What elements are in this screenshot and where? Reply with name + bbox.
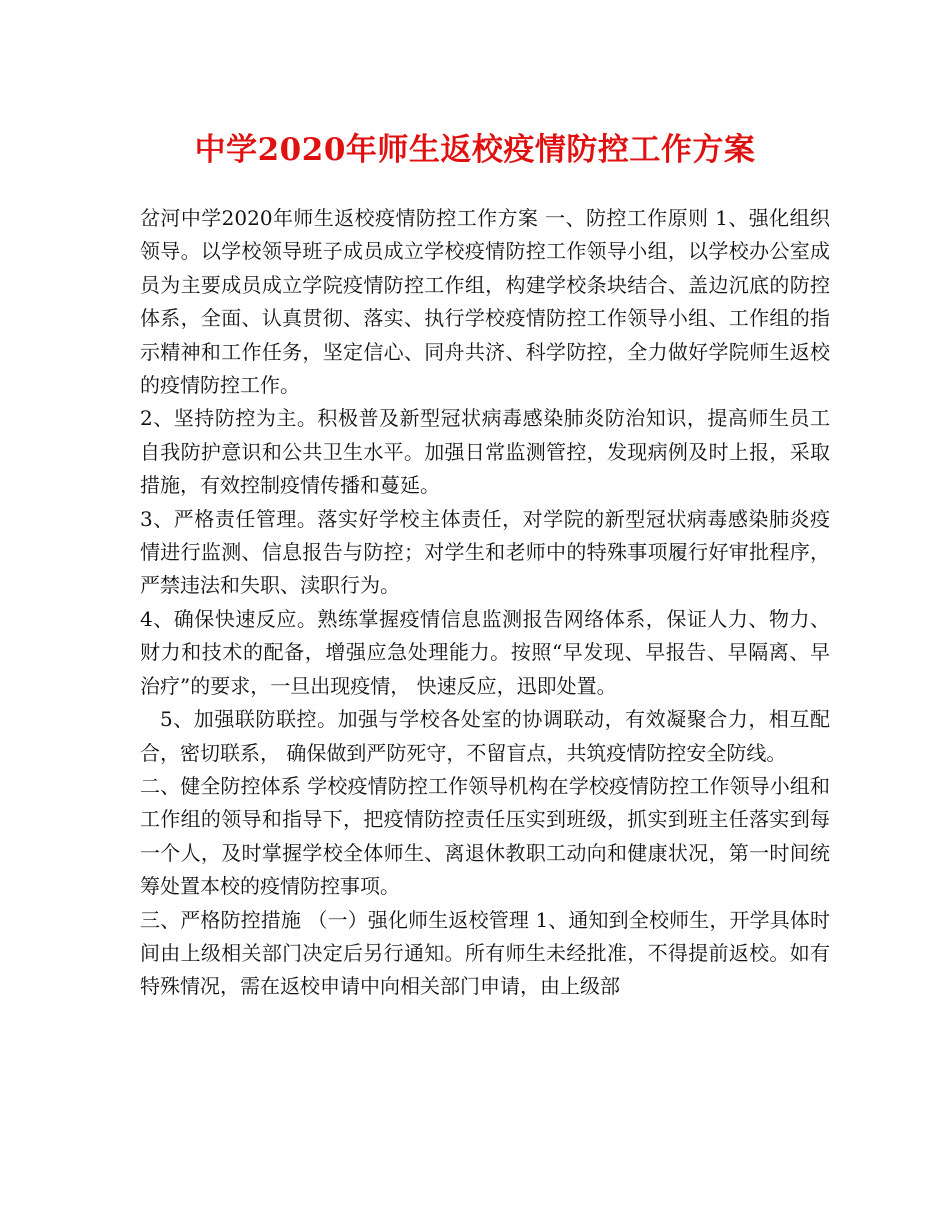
document-body bbox=[140, 202, 830, 1004]
document-title: 中学2020年师生返校疫情防控工作方案 bbox=[194, 132, 756, 168]
paragraph-prevention-measures: 三、严格防控措施 （一）强化师生返校管理 1、通知到全校师生，开学具体时间由上级相关部门决定后另行通知。所有师生未经批准，不得提前返校。如有特殊情况，需在返校申请中向相关部门申请，由上级部 bbox=[140, 907, 830, 999]
paragraph-principles-3: 3、严格责任管理。落实好学校主体责任，对学院的新型冠状病毒感染肺炎疫情进行监测、信息报告与防控；对学生和老师中的特殊事项履行好审批程序，严禁违法和失职、渎职行为。 bbox=[140, 506, 830, 598]
paragraph-principles-4: 4、确保快速反应。熟练掌握疫情信息监测报告网络体系，保证人力、物力、财力和技术的配备，增强应急处理能力。按照“早发现、早报告、早隔离、早治疗”的要求，一旦出现疫情， 快速反应，迅即处置。 bbox=[140, 606, 830, 698]
paragraph-prevention-system: 二、健全防控体系 学校疫情防控工作领导机构在学校疫情防控工作领导小组和工作组的领导和指导下，把疫情防控责任压实到班级，抓实到班主任落实到每一个人，及时掌握学校全体师生、离退休教职工动向和健康状况，第一时间统筹处置本校的疫情防控事项。 bbox=[140, 773, 830, 899]
paragraph-principles-1: 岔河中学2020年师生返校疫情防控工作方案 一、防控工作原则 1、强化组织领导。以学校领导班子成员成立学校疫情防控工作领导小组，以学校办公室成员为主要成员成立学院疫情防控工作组，构建学校条块结合、盖边沉底的防控体系，全面、认真贯彻、落实、执行学校疫情防控工作领导小组、工作组的指示精神和工作任务，坚定信心、同舟共济、科学防控，全力做好学院师生返校的疫情防控工作。 bbox=[140, 206, 830, 398]
paragraph-principles-2: 2、坚持防控为主。积极普及新型冠状病毒感染肺炎防治知识，提高师生员工自我防护意识和公共卫生水平。加强日常监测管控，发现病例及时上报，采取措施，有效控制疫情传播和蔓延。 bbox=[140, 406, 830, 498]
paragraph-principles-5: 5、加强联防联控。加强与学校各处室的协调联动，有效凝聚合力，相互配合，密切联系， 确保做到严防死守，不留盲点，共筑疫情防控安全防线。 bbox=[140, 707, 830, 765]
